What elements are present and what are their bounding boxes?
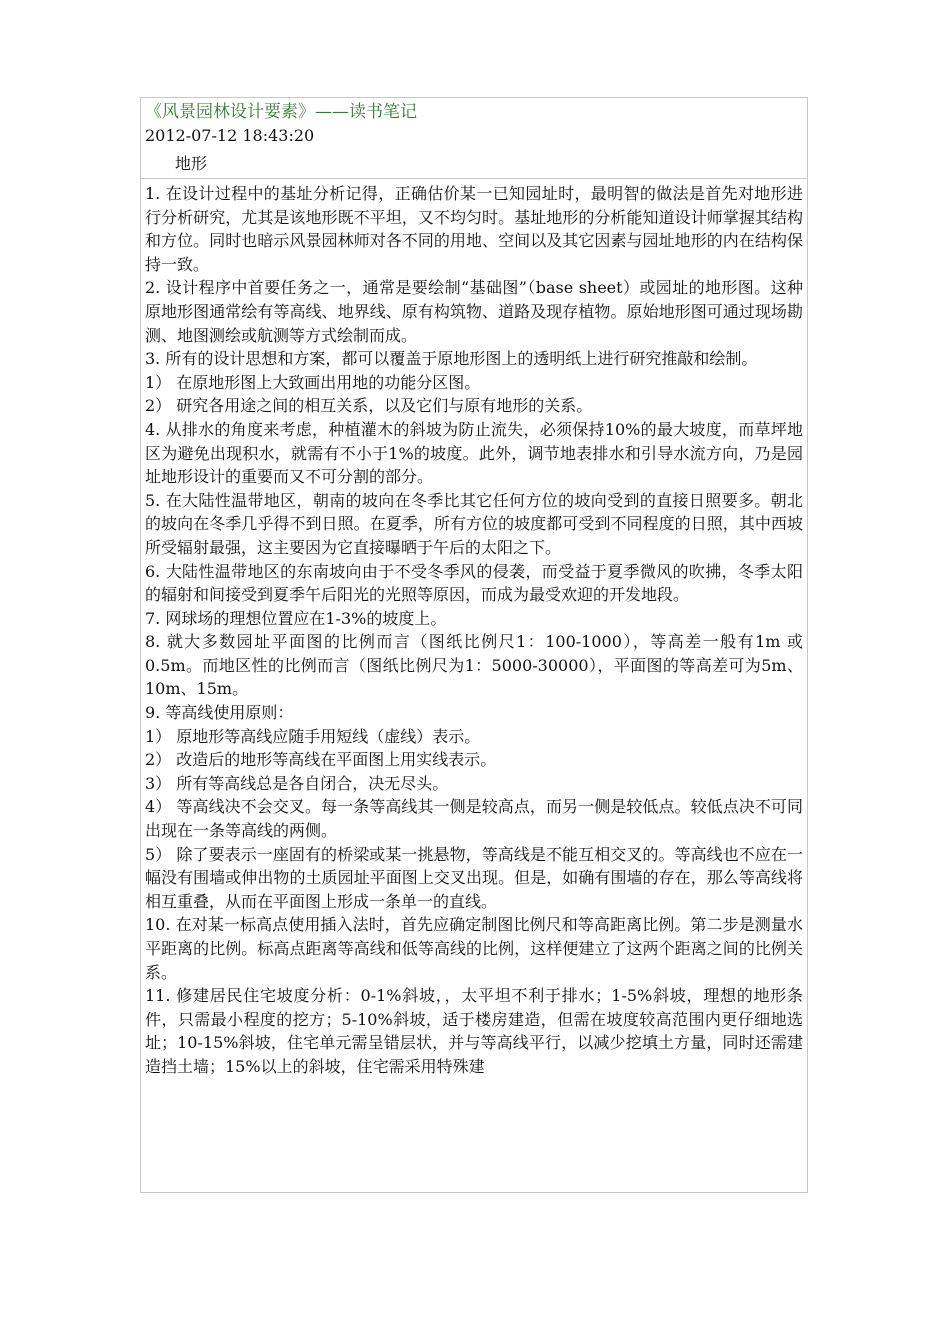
paragraph: 4. 从排水的角度来考虑，种植灌木的斜坡为防止流失，必须保持10%的最大坡度，而草坪地区为避免出现积水，就需有不小于1%的坡度。此外，调节地表排水和引导水流方向，乃是园址地形设计的重要而又不可分割的部分。 [145, 419, 803, 487]
paragraph: 4） 等高线决不会交叉。每一条等高线其一侧是较高点，而另一侧是较低点。较低点决不可同出现在一条等高线的两侧。 [145, 797, 803, 841]
section-heading: 地形 [175, 154, 208, 173]
paragraph: 11. 修建居民住宅坡度分析：0-1%斜坡，，太平坦不利于排水；1-5%斜坡，理想的地形条件，只需最小程度的挖方；5-10%斜坡，适于楼房建造，但需在坡度较高范围内更仔细地选址；10-15%斜坡，住宅单元需呈错层状，并与等高线平行，以减少挖填土方量，同时还需建造挡土墙；15%以上的斜坡，住宅需采用特殊建 [145, 986, 803, 1076]
paragraph: 10. 在对某一标高点使用插入法时，首先应确定制图比例尺和等高距离比例。第二步是测量水平距离的比例。标高点距离等高线和低等高线的比例，这样便建立了这两个距离之间的比例关系。 [145, 915, 803, 982]
note-title[interactable]: 《风景园林设计要素》——读书笔记 [145, 102, 417, 122]
paragraph: 3） 所有等高线总是各自闭合，决无尽头。 [145, 773, 449, 793]
paragraph: 5. 在大陆性温带地区，朝南的坡向在冬季比其它任何方位的坡向受到的直接日照要多。朝北的坡向在冬季几乎得不到日照。在夏季，所有方位的坡度都可受到不同程度的日照，其中西坡所受辐射最强，这主要因为它直接曝晒于午后的太阳之下。 [145, 490, 803, 557]
paragraph: 1） 原地形等高线应随手用短线（虚线）表示。 [145, 726, 481, 746]
paragraph: 6. 大陆性温带地区的东南坡向由于不受冬季风的侵袭，而受益于夏季微风的吹拂，冬季太阳的辐射和间接受到夏季午后阳光的光照等原因，而成为最受欢迎的开发地段。 [145, 561, 803, 605]
note-timestamp: 2012-07-12 18:43:20 [145, 126, 315, 145]
paragraph: 1. 在设计过程中的基址分析记得，正确估价某一已知园址时，最明智的做法是首先对地形进行分析研究，尤其是该地形既不平坦，又不均匀时。基址地形的分析能知道设计师掌握其结构和方位。同时也暗示风景园林师对各不同的用地、空间以及其它因素与园址地形的内在结构保持一致。 [145, 184, 803, 274]
paragraph: 2） 研究各用途之间的相互关系，以及它们与原有地形的关系。 [145, 396, 593, 416]
paragraph: 5） 除了要表示一座固有的桥梁或某一挑悬物，等高线是不能互相交叉的。等高线也不应在一幅没有围墙或伸出物的土质园址平面图上交叉出现。但是，如确有围墙的存在，那么等高线将相互重叠，从而在平面图上形成一条单一的直线。 [145, 844, 803, 911]
paragraph: 7. 网球场的理想位置应在1-3%的坡度上。 [145, 608, 447, 628]
paragraph: 1） 在原地形图上大致画出用地的功能分区图。 [145, 372, 481, 392]
paragraph: 8. 就大多数园址平面图的比例而言（图纸比例尺1：100-1000），等高差一般有1m 或0.5m。而地区性的比例而言（图纸比例尺为1：5000-30000），平面图的等高差可为5m、10m、15m。 [145, 632, 803, 699]
paragraph: 3. 所有的设计思想和方案，都可以覆盖于原地形图上的透明纸上进行研究推敲和绘制。 [145, 349, 758, 369]
paragraph: 2. 设计程序中首要任务之一，通常是要绘制“基础图”（base sheet）或园址的地形图。这种原地形图通常绘有等高线、地界线、原有构筑物、道路及现存植物。原始地形图可通过现场勘测、地图测绘或航测等方式绘制而成。 [145, 278, 803, 345]
note-document [140, 97, 808, 1193]
note-body [141, 179, 807, 1192]
note-header [141, 98, 807, 179]
paragraph: 9. 等高线使用原则： [145, 703, 294, 723]
paragraph: 2） 改造后的地形等高线在平面图上用实线表示。 [145, 750, 497, 770]
